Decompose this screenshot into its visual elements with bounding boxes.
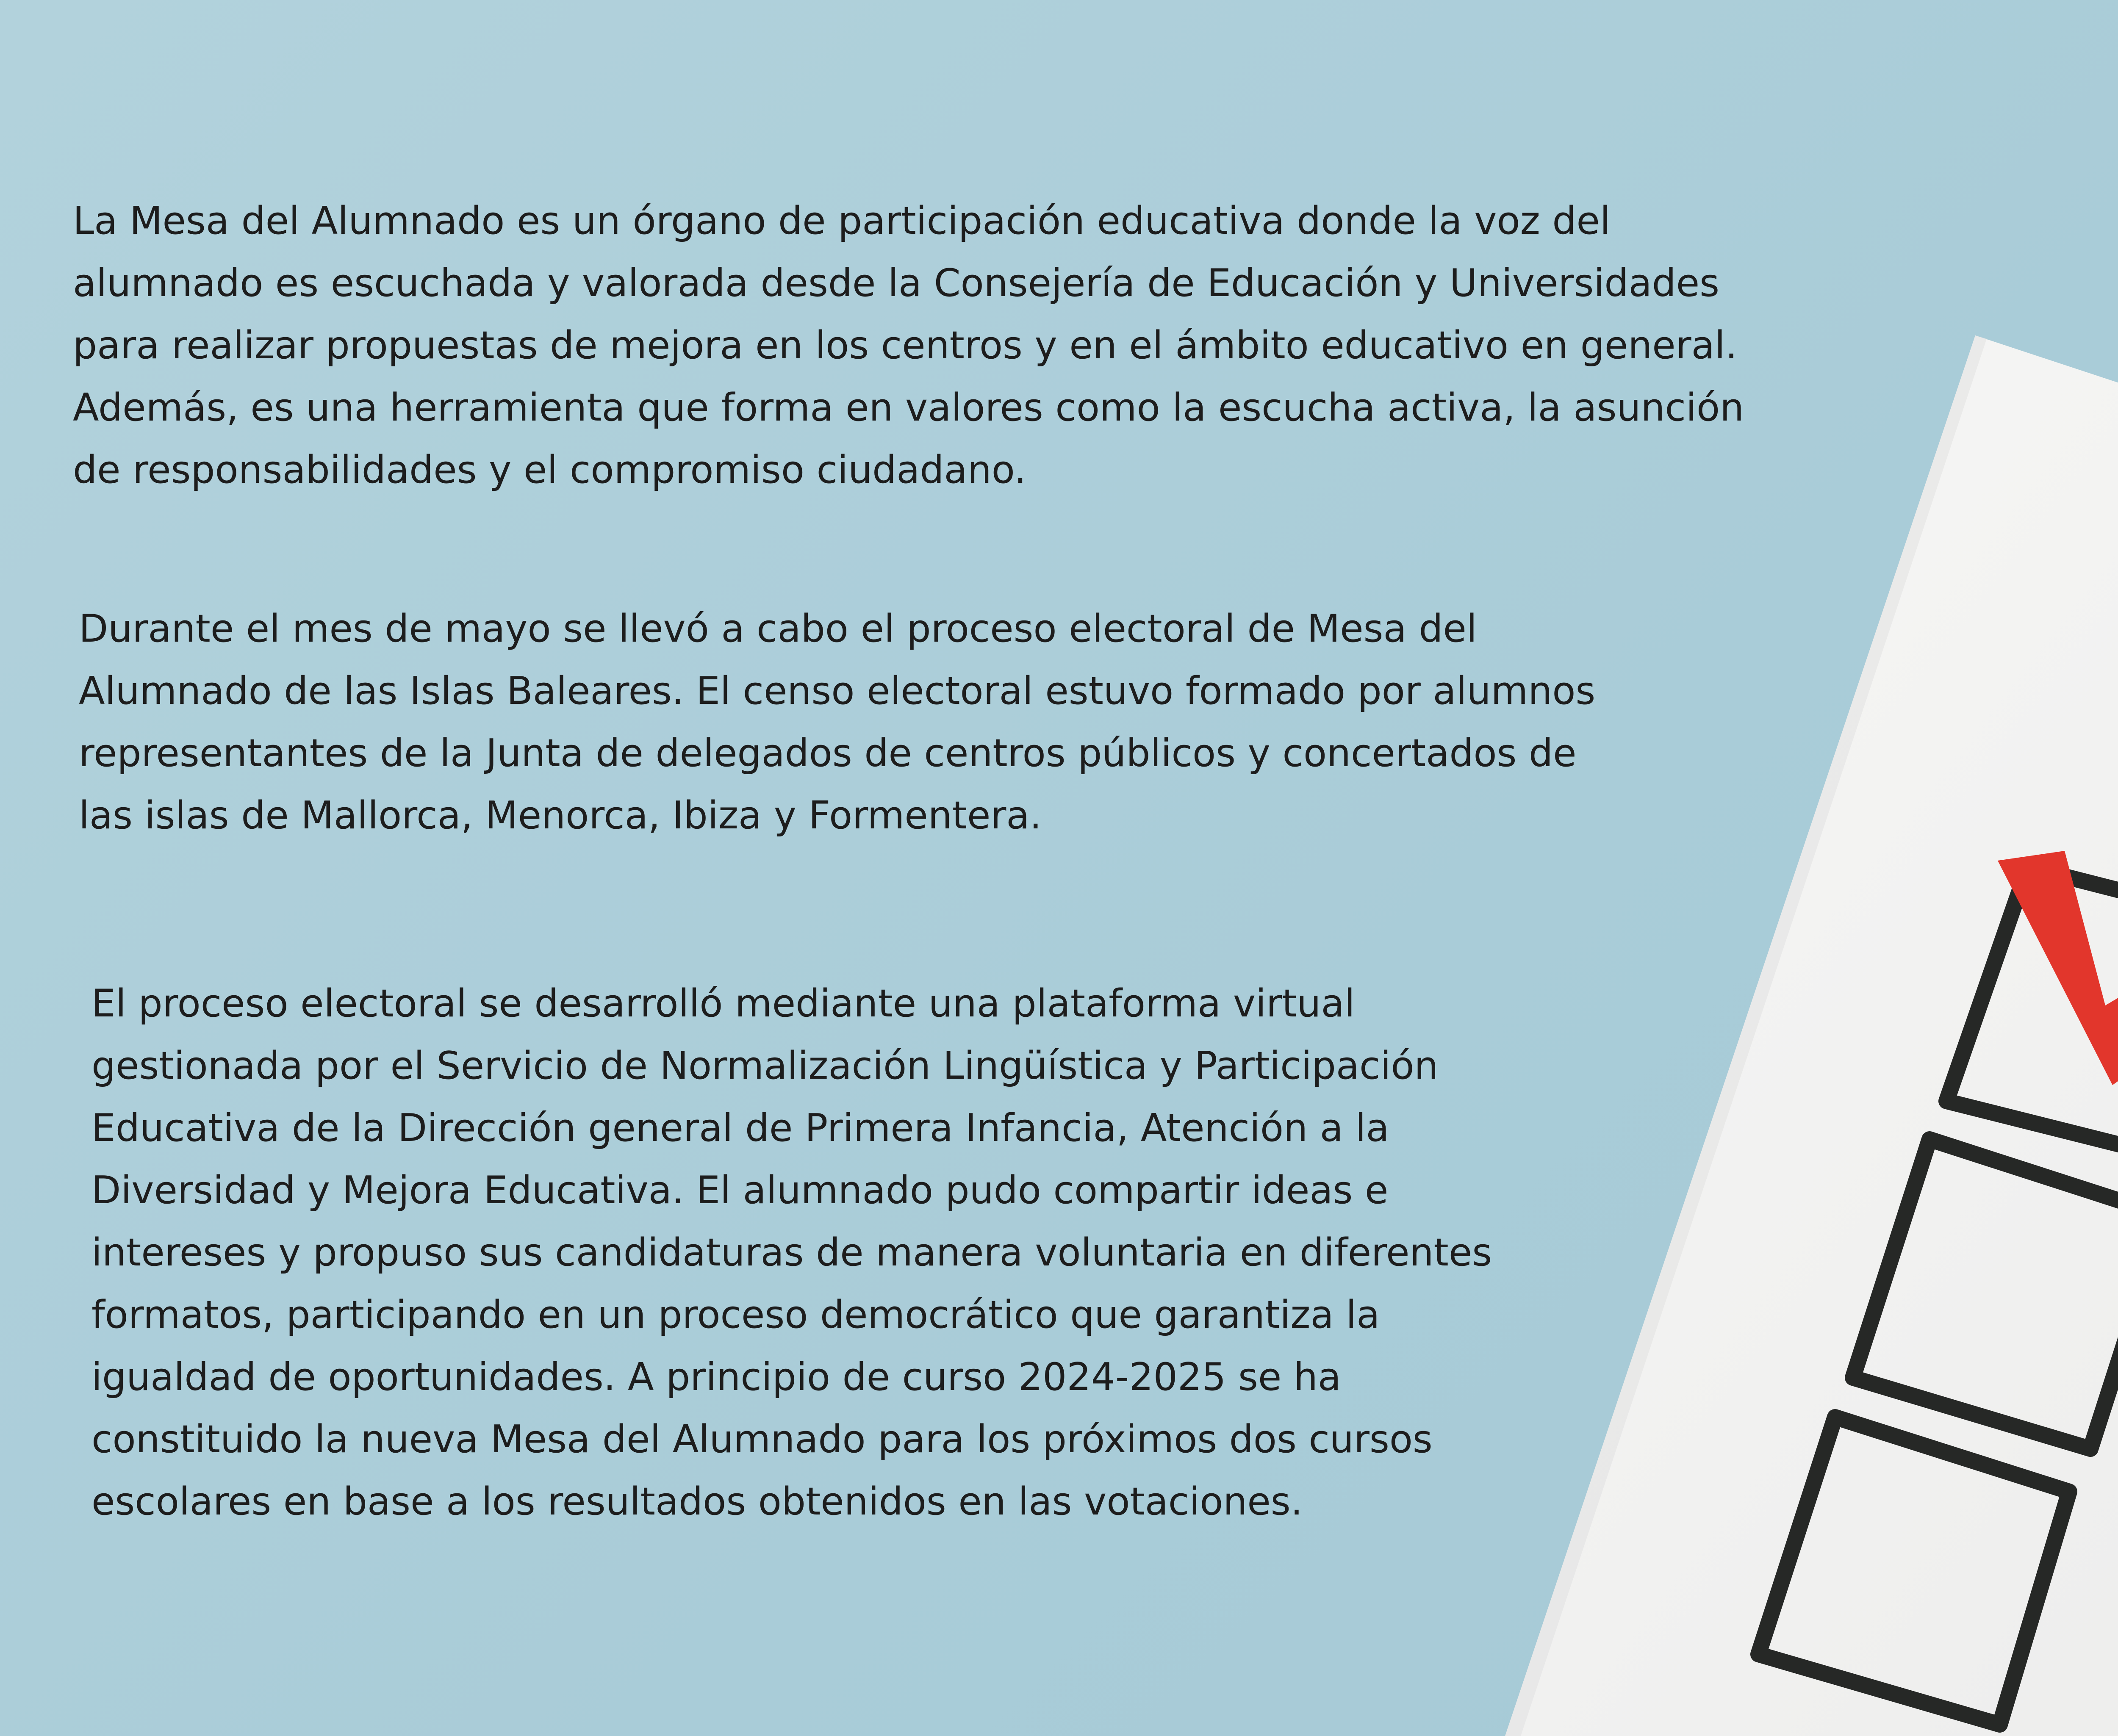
intro-paragraph: La Mesa del Alumnado es un órgano de participación educativa donde la voz del alumnado es escuchada y valorada desde la Consejería de Educación y Universidades para realizar propuestas de mejora en los centros y en el ámbito educativo en general. Además, es una herramienta que forma en valores como la escucha activa, la asunción de responsabilidades y el compromiso ciudadano. — [73, 199, 1744, 492]
process-paragraph: El proceso electoral se desarrolló mediante una plataforma virtual gestionada por el Servicio de Normalización Lingüística y Participación Educativa de la Dirección general de Primera Infancia, Atención a la Diversidad y Mejora Educativa. El alumnado pudo compartir ideas e intereses y propuso sus candidaturas de manera voluntaria en diferentes formatos, participando en un proceso democrático que garantiza la igualdad de oportunidades. A principio de curso 2024-2025 se ha constituido la nueva Mesa del Alumnado para los próximos dos cursos escolares en base a los resultados obtenidos en las votaciones. — [91, 981, 1492, 1524]
election-paragraph: Durante el mes de mayo se llevó a cabo el proceso electoral de Mesa del Alumnado de las Islas Baleares. El censo electoral estuvo formado por alumnos representantes de la Junta de delegados de centros públicos y concertados de las islas de Mallorca, Menorca, Ibiza y Formentera. — [79, 606, 1596, 838]
